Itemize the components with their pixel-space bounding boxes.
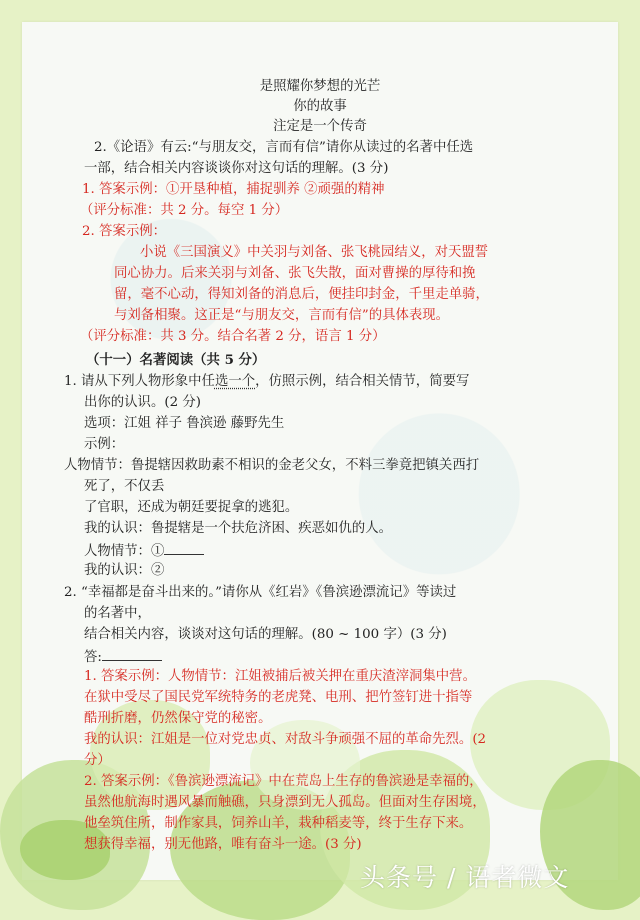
answer-2-line: 他垒筑住所，制作家具，饲养山羊，栽种稻麦等，终于生存下来。 (84, 816, 473, 831)
section-q2-line-3: 结合相关内容，谈谈对这句话的理解。(80 ~ 100 字）(3 分) (84, 627, 447, 642)
q2-score-2: （评分标准：共 3 分。结合名著 2 分，语言 1 分） (80, 329, 386, 344)
example-plot-line-2: 死了，不仅丢 (84, 479, 165, 494)
q2-score-1: （评分标准：共 2 分。每空 1 分） (80, 203, 289, 218)
q2-answer-2-line: 留，毫不心动，得知刘备的消息后，便挂印封金，千里走单骑， (114, 287, 489, 302)
section-q2-line-1: 2. “幸福都是奋斗出来的。”请你从《红岩》《鲁滨逊漂流记》等读过 (64, 585, 457, 600)
fill-view-line: 我的认识：② (84, 563, 165, 578)
answer-1-line: 在狱中受尽了国民党军统特务的老虎凳、电刑、把竹签钉进十指等 (84, 690, 473, 705)
example-label: 示例： (84, 437, 125, 452)
section-q1-line-1: 1. 请从下列人物形象中任选一个，仿照示例，结合相关情节，简要写 (64, 374, 470, 389)
q2-line-2: 一部，结合相关内容谈谈你对这句话的理解。(3 分) (84, 161, 389, 176)
section-q2-line-2: 的名著中， (84, 606, 151, 621)
emphasis-text: 选一个 (214, 374, 256, 389)
section-q1-line-2: 出你的认识。(2 分) (84, 395, 201, 410)
q2-answer-2-line: 小说《三国演义》中关羽与刘备、张飞桃园结义，对天盟誓 (140, 245, 489, 260)
example-plot-line-1: 人物情节：鲁提辖因救助素不相识的金老父女，不料三拳竟把镇关西打 (64, 458, 480, 473)
poem-line-2: 你的故事 (293, 99, 347, 114)
q2-answer-2-head: 2. 答案示例： (82, 224, 166, 239)
example-view-line: 我的认识：鲁提辖是一个扶危济困、疾恶如仇的人。 (84, 521, 392, 536)
answer-blank (102, 647, 162, 661)
answer-blank (164, 541, 204, 555)
watermark: 头条号 / 语者微文 (360, 863, 570, 892)
answer-1-line: 我的认识：江姐是一位对党忠贞、对敌斗争顽强不屈的革命先烈。(2 (84, 732, 487, 747)
answer-1-line: 1. 答案示例：人物情节：江姐被捕后被关押在重庆渣滓洞集中营。 (84, 669, 476, 684)
answer-2-line: 虽然他航海时遇风暴而触礁，只身漂到无人孤岛。但面对生存困境， (84, 795, 486, 810)
answer-1-line: 分） (84, 753, 111, 768)
fill-plot-line: 人物情节：① (84, 541, 204, 561)
answer-line: 答: (84, 647, 162, 667)
q2-line-1: 2.《论语》有云:“与朋友交，言而有信”请你从读过的名著中任选 (94, 140, 474, 155)
poem-line-3: 注定是一个传奇 (273, 119, 367, 134)
poem-line-1: 是照耀你梦想的光芒 (259, 79, 381, 94)
answer-2-line: 2. 答案示例：《鲁滨逊漂流记》中在荒岛上生存的鲁滨逊是幸福的， (84, 774, 483, 789)
q2-answer-2-line: 同心协力。后来关羽与刘备、张飞失散，面对曹操的厚待和挽 (114, 266, 476, 281)
q2-answer-1: 1. 答案示例：①开垦种植，捕捉驯养 ②顽强的精神 (82, 182, 385, 197)
section-title: （十一）名著阅读（共 5 分） (86, 352, 266, 368)
answer-2-line: 想获得幸福，别无他路，唯有奋斗一途。(3 分) (84, 837, 362, 852)
options-line: 选项：江姐 祥子 鲁滨逊 藤野先生 (84, 416, 285, 431)
example-plot-line-3: 了官职，还成为朝廷要捉拿的逃犯。 (84, 500, 299, 515)
q2-answer-2-line: 与刘备相聚。这正是“与朋友交，言而有信”的具体表现。 (114, 308, 450, 323)
answer-1-line: 酷刑折磨，仍然保守党的秘密。 (84, 711, 272, 726)
